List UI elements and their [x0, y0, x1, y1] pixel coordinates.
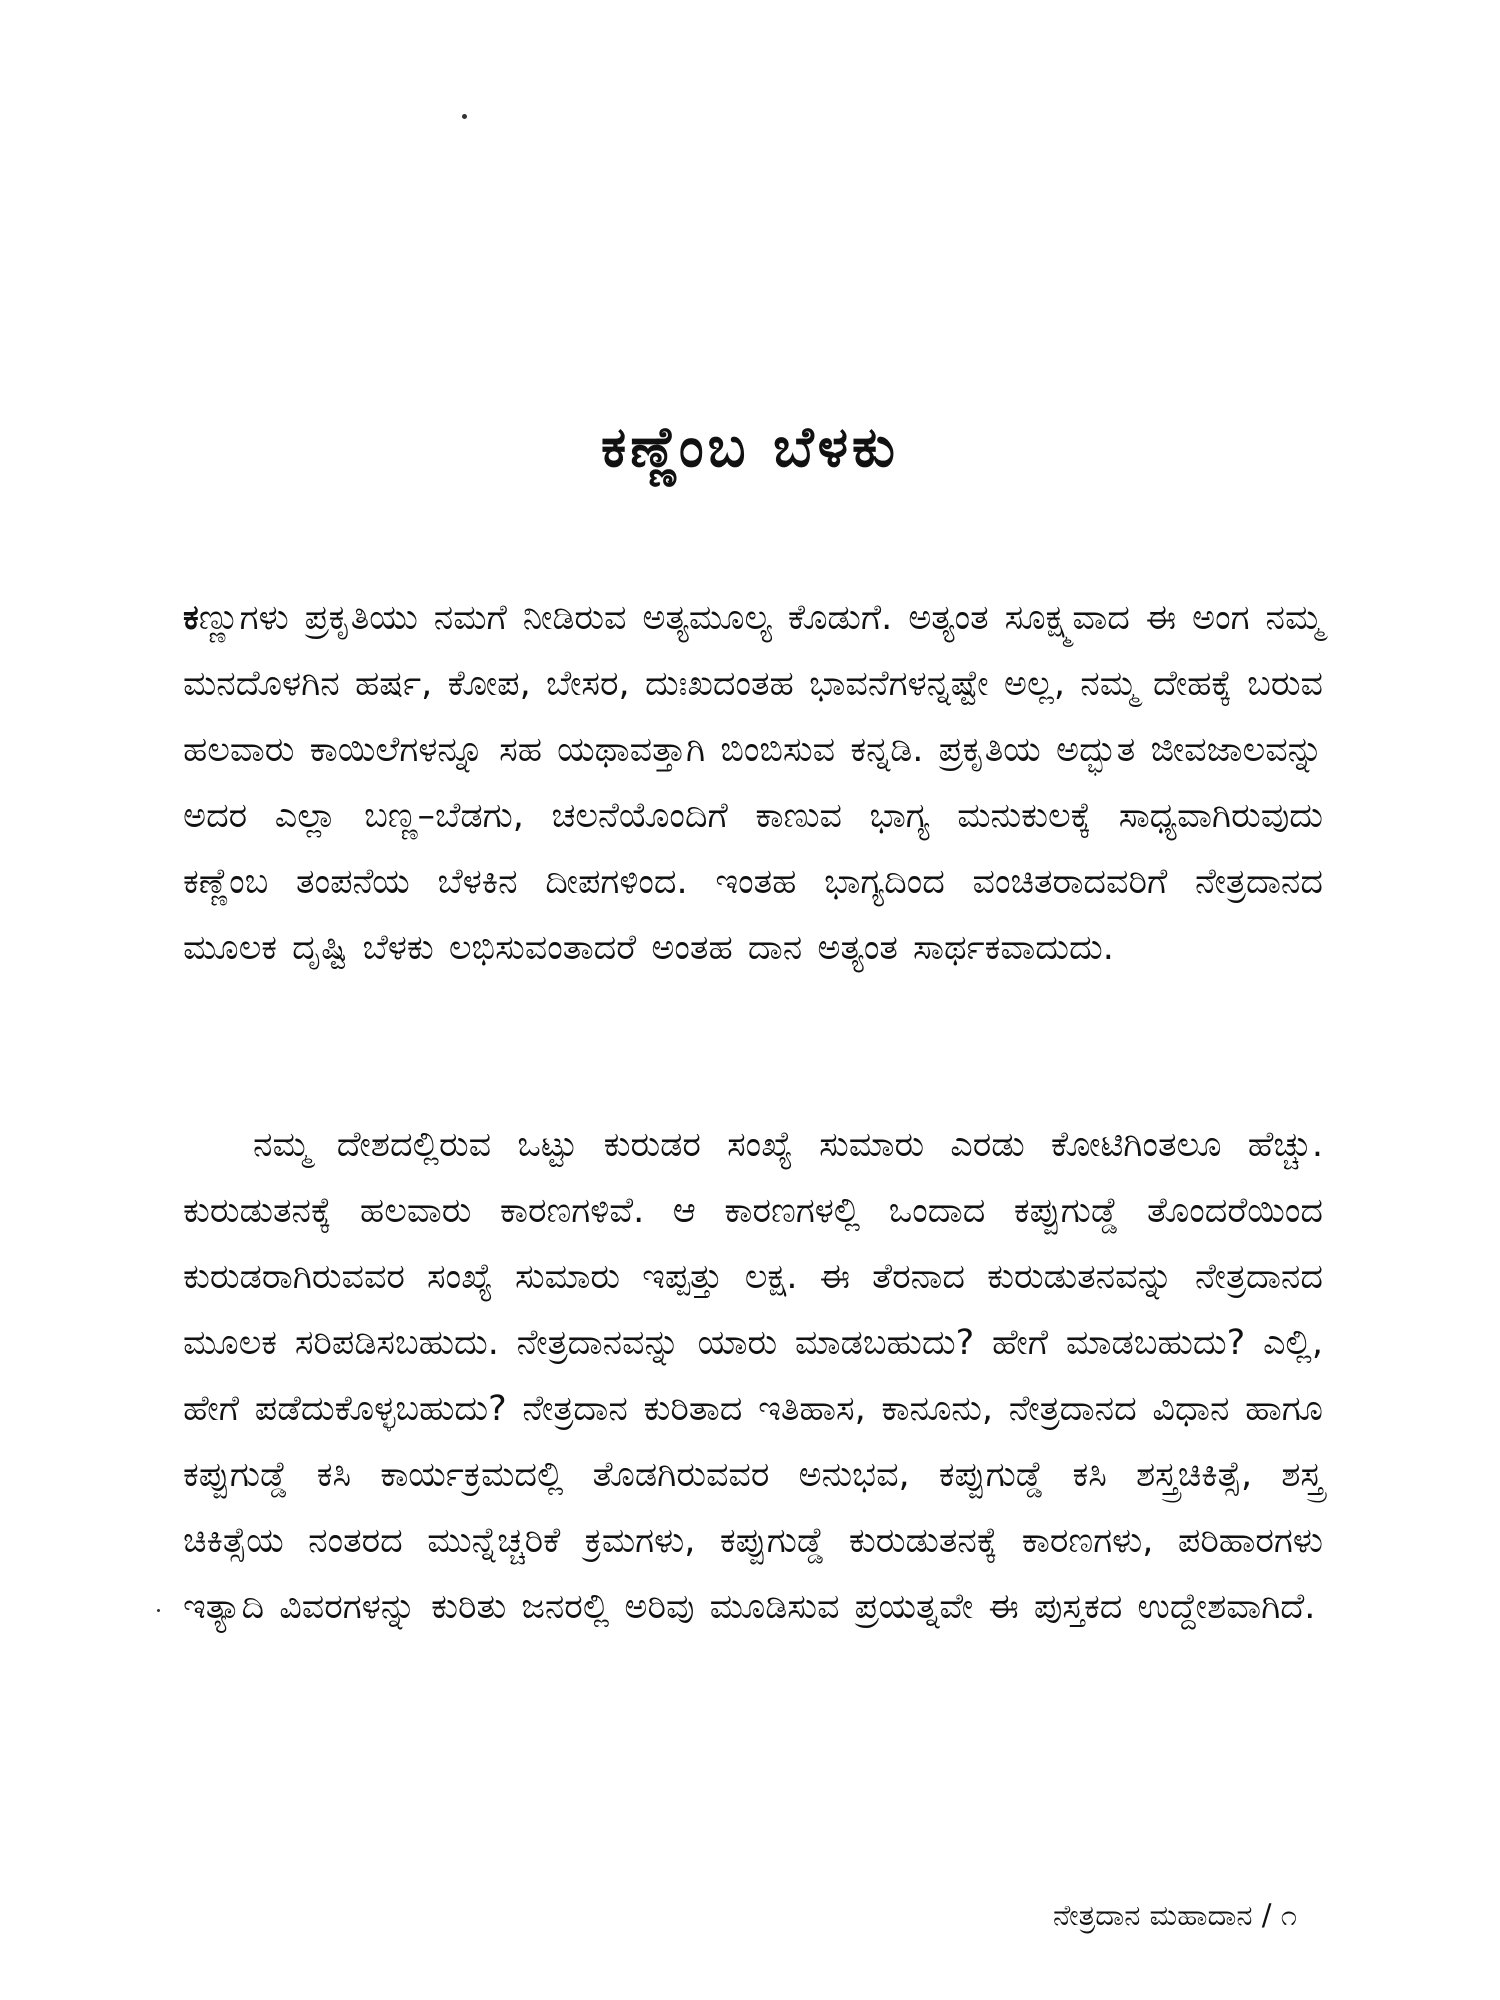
print-speck [462, 114, 467, 119]
page-title: ಕಣ್ಣೆಂಬ ಬೆಳಕು [601, 415, 899, 480]
drop-letter: ಕ [183, 598, 199, 638]
paragraph-text: ಣ್ಣುಗಳು ಪ್ರಕೃತಿಯು ನಮಗೆ ನೀಡಿರುವ ಅತ್ಯಮೂಲ್ಯ ಕೊಡುಗೆ. ಅತ್ಯಂತ ಸೂಕ್ಷ್ಮವಾದ ಈ ಅಂಗ ನಮ್ಮ ಮನದೊಳಗಿನ ಹರ್ಷ, ಕೋಪ, ಬೇಸರ, ದುಃಖದಂತಹ ಭಾವನೆಗಳನ್ನಷ್ಟೇ ಅಲ್ಲ, ನಮ್ಮ ದೇಹಕ್ಕೆ ಬರುವ ಹಲವಾರು ಕಾಯಿಲೆಗಳನ್ನೂ ಸಹ ಯಥಾವತ್ತಾಗಿ ಬಿಂಬಿಸುವ ಕನ್ನಡಿ. ಪ್ರಕೃತಿಯ ಅದ್ಭುತ ಜೀವಜಾಲವನ್ನು ಅದರ ಎಲ್ಲಾ ಬಣ್ಣ–ಬೆಡಗು, ಚಲನೆಯೊಂದಿಗೆ ಕಾಣುವ ಭಾಗ್ಯ ಮನುಕುಲಕ್ಕೆ ಸಾಧ್ಯವಾಗಿರುವುದು ಕಣ್ಣೆಂಬ ತಂಪನೆಯ ಬೆಳಕಿನ ದೀಪಗಳಿಂದ. ಇಂತಹ ಭಾಗ್ಯದಿಂದ ವಂಚಿತರಾದವರಿಗೆ ನೇತ್ರದಾನದ ಮೂಲಕ ದೃಷ್ಟಿ ಬೆಳಕು ಲಭಿಸುವಂತಾದರೆ ಅಂತಹ ದಾನ ಅತ್ಯಂತ ಸಾರ್ಥಕವಾದುದು. [183, 598, 1323, 968]
body-paragraph: ನಮ್ಮ ದೇಶದಲ್ಲಿರುವ ಒಟ್ಟು ಕುರುಡರ ಸಂಖ್ಯೆ ಸುಮಾರು ಎರಡು ಕೋಟಿಗಿಂತಲೂ ಹೆಚ್ಚು. ಕುರುಡುತನಕ್ಕೆ ಹಲವಾರು ಕಾರಣಗಳಿವೆ. ಆ ಕಾರಣಗಳಲ್ಲಿ ಒಂದಾದ ಕಪ್ಪುಗುಡ್ಡೆ ತೊಂದರೆಯಿಂದ ಕುರುಡರಾಗಿರುವವರ ಸಂಖ್ಯೆ ಸುಮಾರು ಇಪ್ಪತ್ತು ಲಕ್ಷ. ಈ ತೆರನಾದ ಕುರುಡುತನವನ್ನು ನೇತ್ರದಾನದ ಮೂಲಕ ಸರಿಪಡಿಸಬಹುದು. ನೇತ್ರದಾನವನ್ನು ಯಾರು ಮಾಡಬಹುದು? ಹೇಗೆ ಮಾಡಬಹುದು? ಎಲ್ಲಿ, ಹೇಗೆ ಪಡೆದುಕೊಳ್ಳಬಹುದು? ನೇತ್ರದಾನ ಕುರಿತಾದ ಇತಿಹಾಸ, ಕಾನೂನು, ನೇತ್ರದಾನದ ವಿಧಾನ ಹಾಗೂ ಕಪ್ಪುಗುಡ್ಡೆ ಕಸಿ ಕಾರ್ಯಕ್ರಮದಲ್ಲಿ ತೊಡಗಿರುವವರ ಅನುಭವ, ಕಪ್ಪುಗುಡ್ಡೆ ಕಸಿ ಶಸ್ತ್ರಚಿಕಿತ್ಸೆ, ಶಸ್ತ್ರ ಚಿಕಿತ್ಸೆಯ ನಂತರದ ಮುನ್ನೆಚ್ಚರಿಕೆ ಕ್ರಮಗಳು, ಕಪ್ಪುಗುಡ್ಡೆ ಕುರುಡುತನಕ್ಕೆ ಕಾರಣಗಳು, ಪರಿಹಾರಗಳು ಇತ್ಯಾದಿ ವಿವರಗಳನ್ನು ಕುರಿತು ಜನರಲ್ಲಿ ಅರಿವು ಮೂಡಿಸುವ ಪ್ರಯತ್ನವೇ ಈ ಪುಸ್ತಕದ ಉದ್ದೇಶವಾಗಿದೆ. [183, 1125, 1323, 1627]
print-speck [157, 1609, 160, 1612]
page-footer: ನೇತ್ರದಾನ ಮಹಾದಾನ / ೧ [1053, 1898, 1297, 1932]
body-paragraph [183, 585, 1323, 981]
